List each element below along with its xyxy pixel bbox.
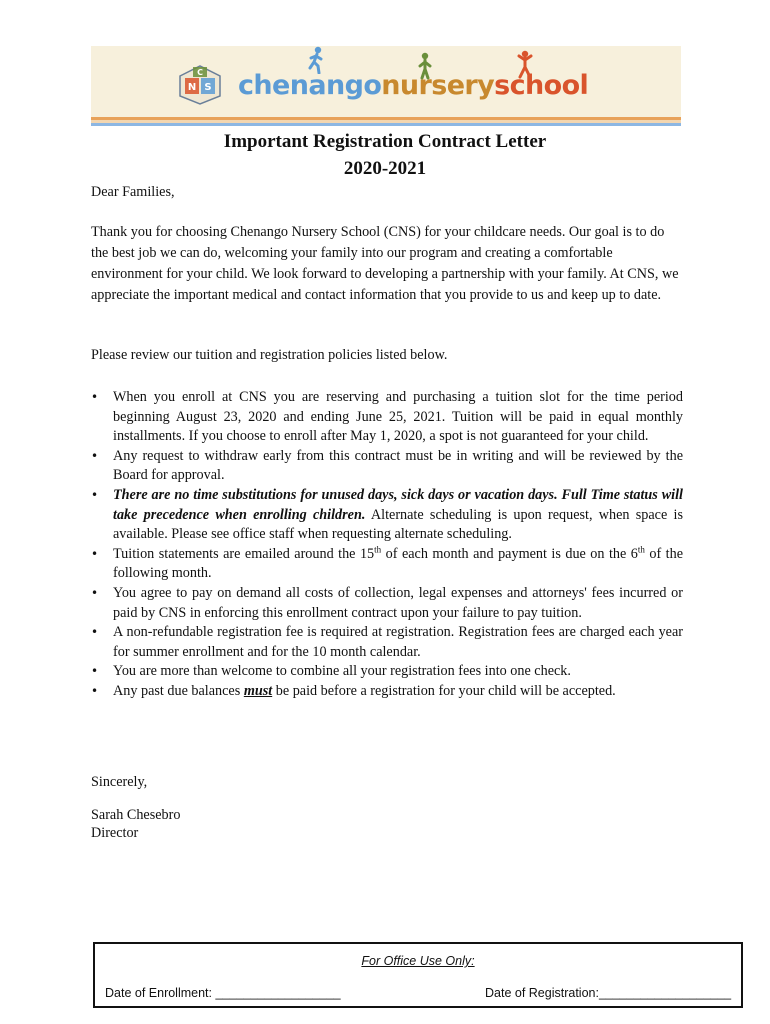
policy-item: [91, 662, 683, 682]
letter-year: 2020-2021: [343, 158, 427, 179]
logo-text-chenango: chenango: [238, 70, 382, 101]
policy-emphasis-text: There are no time substitutions for unused days, sick days or vacation days. Full Time status will take precedence when enrolling children.: [113, 486, 683, 523]
policy-text: Any past due balances: [113, 682, 244, 699]
closing: Sincerely,: [91, 774, 148, 790]
policy-item: [91, 682, 683, 702]
salutation: Dear Families,: [91, 184, 175, 200]
policy-text: A non-refundable registration fee is required at registration. Registration fees are charged each year for summer enrollment and for the 10 month calendar.: [113, 624, 683, 660]
signer-title: Director: [91, 825, 139, 841]
office-use-heading: For Office Use Only:: [361, 954, 475, 968]
policy-text: You are more than welcome to combine all your registration fees into one check.: [113, 663, 571, 680]
ordinal-suffix: th: [374, 544, 382, 555]
policy-text: You agree to pay on demand all costs of collection, legal expenses and attorneys' fees incurred or paid by CNS in enforcing this enrollment contract upon your failure to pay tuition.: [113, 584, 683, 621]
policy-item: [91, 545, 683, 584]
policy-text: Tuition statements are emailed around the 15: [113, 545, 375, 562]
ordinal-suffix: th: [637, 544, 645, 555]
logo-text-nursery: nursery: [381, 70, 495, 101]
policy-item: [91, 447, 683, 486]
block-letter-c: C: [197, 68, 203, 77]
date-of-enrollment-field[interactable]: Date of Enrollment: __________________: [105, 986, 341, 1000]
policy-item: [91, 486, 683, 545]
emphasis-must: must: [243, 682, 273, 699]
signer-name: Sarah Chesebro: [91, 807, 181, 823]
date-of-registration-field[interactable]: Date of Registration:___________________: [485, 986, 732, 1000]
policy-text: Any request to withdraw early from this contract must be in writing and will be reviewed by the Board for approval.: [113, 447, 683, 484]
policy-list: [91, 388, 683, 702]
review-paragraph: Please review our tuition and registration policies listed below.: [91, 347, 448, 363]
logo-text-school: school: [494, 70, 589, 101]
letter-title: Important Registration Contract Letter: [223, 131, 547, 152]
intro-paragraph: Thank you for choosing Chenango Nursery School (CNS) for your childcare needs. Our goal is to do the best job we can do, welcoming your family into our program and creating a comfortable environment for your child. We look forward to developing a partnership with your family. At CNS, we appreciate the important medical and contact information that you provide to us and keep up to date.: [91, 224, 679, 303]
policy-text: Alternate scheduling is upon request, when space is available. Please see office staff when requesting alternate scheduling.: [113, 506, 683, 543]
policy-text: be paid before a registration for your child will be accepted.: [272, 682, 616, 699]
policy-text: When you enroll at CNS you are reserving and purchasing a tuition slot for the time period beginning August 23, 2020 and ending June 25, 2021. Tuition will be paid in equal monthly installments. If you choose to enroll after May 1, 2020, a spot is not guaranteed for your child.: [113, 389, 683, 445]
policy-item: [91, 584, 683, 623]
block-letter-s: S: [204, 82, 212, 93]
office-use-box: [93, 942, 743, 1008]
policy-text: of each month and payment is due on the 6: [381, 545, 638, 562]
school-logo-text: [238, 70, 588, 101]
policy-item: [91, 388, 683, 447]
block-letter-n: N: [187, 82, 197, 93]
policy-text: of the following month.: [113, 545, 683, 582]
policy-item: [91, 623, 683, 662]
header-stripes: [91, 117, 681, 126]
letter-blocks-logo: [176, 58, 224, 106]
